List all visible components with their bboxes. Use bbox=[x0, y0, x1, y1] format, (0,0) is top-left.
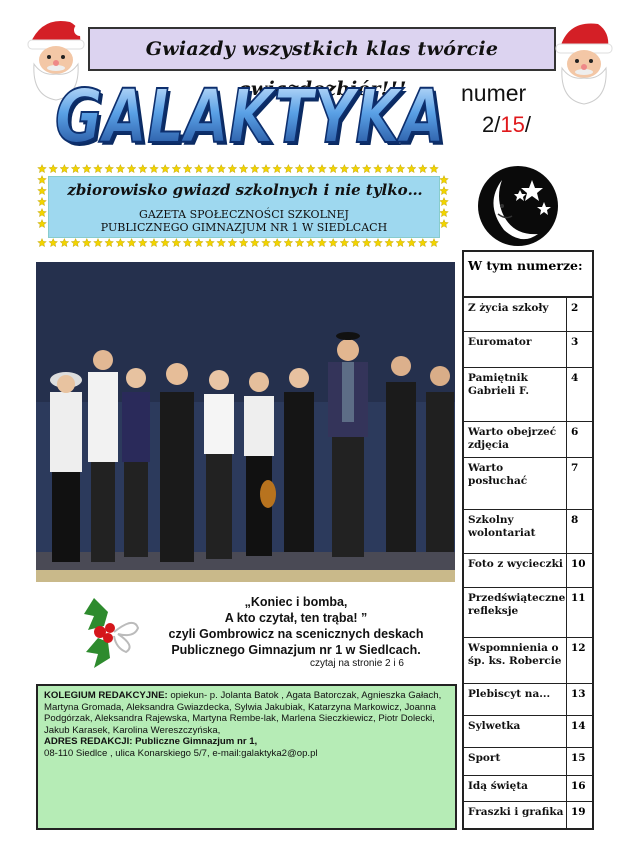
toc-item-label: Idą święta bbox=[468, 780, 528, 792]
toc-item-label: Sylwetka bbox=[468, 720, 521, 732]
table-of-contents bbox=[462, 250, 594, 830]
toc-row bbox=[464, 510, 592, 554]
toc-item-page: 10 bbox=[566, 554, 592, 587]
toc-item-page: 15 bbox=[566, 748, 592, 775]
toc-row bbox=[464, 588, 592, 638]
toc-item-label: Warto posłuchać bbox=[468, 462, 528, 487]
address-line-2: 08-110 Siedlce , ulica Konarskiego 5/7, e-mail:galaktyka2@op.pl bbox=[44, 747, 318, 759]
toc-row bbox=[464, 802, 592, 828]
toc-row bbox=[464, 368, 592, 422]
toc-item-page: 3 bbox=[566, 332, 592, 367]
toc-item-label: Foto z wycieczki bbox=[468, 558, 563, 570]
title-text: GALAKTYKA bbox=[55, 74, 445, 154]
masthead-title bbox=[50, 72, 450, 154]
toc-row bbox=[464, 458, 592, 510]
santa-right-icon bbox=[546, 14, 618, 106]
editorial-members: opiekun- p. Jolanta Batok , Agata Batorczak, Agnieszka Gałach, Martyna Gromada, Aleksandra Gwiazdecka, Sylwia Jakubiak, Katarzyna Markowicz, Joanna Podgórzak, Aleksandra Rajewska, Martyna Rembe-lak, Marlena Sieczkiewicz, Piotr Dolecki, Jakub Karasek, Karolina Wereszczyńska, bbox=[44, 690, 442, 736]
toc-row bbox=[464, 716, 592, 748]
toc-item-label: Pamiętnik Gabrieli F. bbox=[468, 372, 530, 397]
issue-number: 2/15/ bbox=[482, 112, 531, 137]
stage-photo bbox=[36, 262, 455, 582]
subtitle: GAZETA SPOŁECZNOŚCI SZKOLNEJ PUBLICZNEGO GIMNAZJUM NR 1 W SIEDLCACH bbox=[100, 208, 388, 234]
toc-item-page: 2 bbox=[566, 298, 592, 331]
toc-row bbox=[464, 554, 592, 588]
svg-text:GALAKTYKA: GALAKTYKA bbox=[58, 77, 448, 154]
toc-row bbox=[464, 422, 592, 458]
issue-label: numer bbox=[461, 80, 527, 106]
read-more-note: czytaj na stronie 2 i 6 bbox=[310, 658, 404, 669]
toc-item-label: Fraszki i grafika bbox=[468, 806, 564, 818]
toc-item-page: 19 bbox=[566, 802, 592, 828]
toc-item-label: Warto obejrzeć zdjęcia bbox=[468, 426, 557, 451]
toc-item-page: 14 bbox=[566, 716, 592, 747]
toc-row bbox=[464, 638, 592, 684]
editorial-text bbox=[44, 690, 452, 760]
toc-item-label: Z życia szkoły bbox=[468, 302, 549, 314]
photo-caption: „Koniec i bomba, A kto czytał, ten trąba! ” czyli Gombrowicz na scenicznych deskach Publicznego Gimnazjum nr 1 w Siedlcach. bbox=[168, 595, 424, 657]
toc-item-page: 12 bbox=[566, 638, 592, 683]
tagline: zbiorowisko gwiazd szkolnych i nie tylko… bbox=[67, 181, 423, 199]
toc-row bbox=[464, 298, 592, 332]
top-banner: Gwiazdy wszystkich klas twórcie gwiazdozbiór!!! bbox=[88, 27, 556, 71]
toc-item-page: 13 bbox=[566, 684, 592, 715]
toc-item-page: 6 bbox=[566, 422, 592, 457]
toc-item-label: Euromator bbox=[468, 336, 532, 348]
toc-item-page: 8 bbox=[566, 510, 592, 553]
toc-item-label: Plebiscyt na... bbox=[468, 688, 551, 700]
toc-item-label: Wspomnienia o śp. ks. Robercie bbox=[468, 642, 562, 667]
toc-row bbox=[464, 776, 592, 802]
toc-item-page: 11 bbox=[566, 588, 592, 637]
toc-item-page: 4 bbox=[566, 368, 592, 421]
toc-item-page: 7 bbox=[566, 458, 592, 509]
address-line-1: ADRES REDAKCJI: Publiczne Gimnazjum nr 1, bbox=[44, 736, 258, 748]
toc-row bbox=[464, 748, 592, 776]
moon-logo-icon bbox=[472, 160, 564, 252]
toc-row bbox=[464, 332, 592, 368]
editorial-heading: KOLEGIUM REDAKCYJNE: bbox=[44, 690, 168, 701]
toc-item-label: Sport bbox=[468, 752, 501, 764]
toc-item-label: Szkolny wolontariat bbox=[468, 514, 536, 539]
holly-icon bbox=[64, 592, 144, 672]
toc-heading: W tym numerze: bbox=[464, 252, 592, 298]
toc-item-page: 16 bbox=[566, 776, 592, 801]
toc-item-label: Przedświąteczne refleksje bbox=[468, 592, 566, 617]
toc-row bbox=[464, 684, 592, 716]
